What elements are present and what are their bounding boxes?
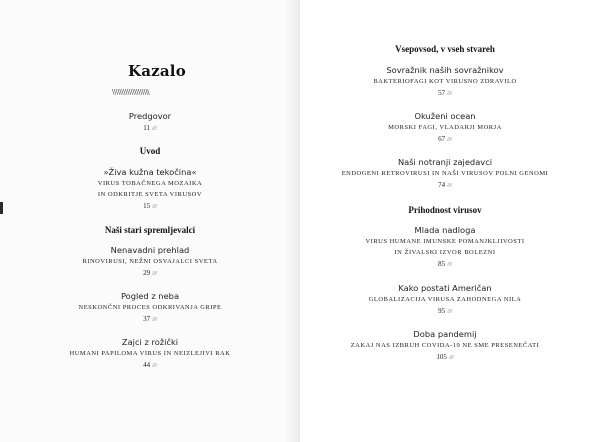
section-vsepovsod: Vsepovsod, v vseh stvareh xyxy=(395,44,495,54)
entry-page: 105 //// xyxy=(436,353,454,361)
entry-subtitle: NESKONČNI PROCES ODKRIVANJA GRIPE xyxy=(78,304,222,311)
toc-entry-sovraznik[interactable] xyxy=(320,64,570,100)
entry-subtitle: HUMANI PAPILOMA VIRUS IN NEIZLEJIVI RAK xyxy=(69,350,231,357)
toc-entry-ziva-kuzna[interactable] xyxy=(45,166,255,213)
entry-title: Mlada nadloga xyxy=(414,225,476,235)
right-page xyxy=(300,0,600,442)
entry-subtitle-2: IN ŽIVALSKI IZVOR BOLEZNI xyxy=(394,249,496,256)
entry-page: 85 //// xyxy=(438,260,452,268)
entry-title: Nenavadni prehlad xyxy=(110,245,190,255)
entry-subtitle: ZAKAJ NAS IZBRUH COVIDA-19 NE SME PRESENEČATI xyxy=(350,342,540,349)
entry-subtitle-2: IN ODKRITJE SVETA VIRUSOV xyxy=(97,191,203,198)
entry-title: Pogled z neba xyxy=(120,291,180,301)
entry-subtitle: VIRUS HUMANE IMUNSKE POMANJKLJIVOSTI xyxy=(365,238,525,245)
toc-entry-doba[interactable] xyxy=(320,328,570,364)
toc-entry-zajci[interactable] xyxy=(45,336,255,372)
entry-title: Doba pandemij xyxy=(413,329,477,339)
entry-page: 29 //// xyxy=(143,269,157,277)
entry-page: 74 //// xyxy=(438,181,452,189)
section-uvod: Uvod xyxy=(139,146,161,156)
entry-subtitle: RINOVIRUSI, NEŽNI OSVAJALCI SVETA xyxy=(82,258,218,265)
heading-hatch-divider: \\\\\\\\\\\\\\\\\\\\ xyxy=(112,88,150,96)
left-page xyxy=(0,0,298,442)
entry-title: Sovražnik naših sovražnikov xyxy=(386,65,504,75)
toc-entry-pogled[interactable] xyxy=(45,290,255,326)
entry-subtitle: MORSKI FAGI, VLADARJI MORJA xyxy=(388,124,502,131)
entry-subtitle: BAKTERIOFAGI KOT VIRUSNO ZDRAVILO xyxy=(373,78,517,85)
section-nasi-stari: Naši stari spremljevalci xyxy=(104,225,196,235)
entry-page: 37 //// xyxy=(143,315,157,323)
toc-entry-nenavadni[interactable] xyxy=(45,244,255,280)
entry-title: Okuženi ocean xyxy=(414,111,476,121)
entry-page: 11 //// xyxy=(143,124,157,132)
toc-entry-mlada[interactable] xyxy=(320,224,570,271)
entry-subtitle: GLOBALIZACIJA VIRUSA ZAHODNEGA NILA xyxy=(368,296,522,303)
toc-entry-predgovor[interactable] xyxy=(45,110,255,135)
entry-page: 44 //// xyxy=(143,361,157,369)
right-toc-column xyxy=(320,0,570,442)
entry-page: 67 //// xyxy=(438,135,452,143)
entry-subtitle: ENDOGENI RETROVIRUSI IN NAŠI VIRUSOV POLNI GENOMI xyxy=(341,170,549,177)
entry-title: Predgovor xyxy=(128,111,172,121)
toc-entry-kako-postati[interactable] xyxy=(320,282,570,318)
entry-subtitle: VIRUS TOBAČNEGA MOZAIKA xyxy=(97,180,203,187)
entry-title: »Živa kužna tekočina« xyxy=(103,167,197,177)
toc-entry-notranji[interactable] xyxy=(320,156,570,192)
toc-entry-okuzeni[interactable] xyxy=(320,110,570,146)
entry-title: Zajci z rožički xyxy=(121,337,179,347)
left-edge-mark xyxy=(0,202,3,214)
section-prihodnost: Prihodnost virusov xyxy=(408,205,482,215)
entry-page: 95 //// xyxy=(438,307,452,315)
left-toc-column xyxy=(45,0,255,442)
entry-title: Naši notranji zajedavci xyxy=(397,157,493,167)
entry-page: 15 //// xyxy=(143,202,157,210)
entry-title: Kako postati Američan xyxy=(398,283,492,293)
entry-page: 57 //// xyxy=(438,89,452,97)
toc-heading: Kazalo xyxy=(128,62,186,80)
